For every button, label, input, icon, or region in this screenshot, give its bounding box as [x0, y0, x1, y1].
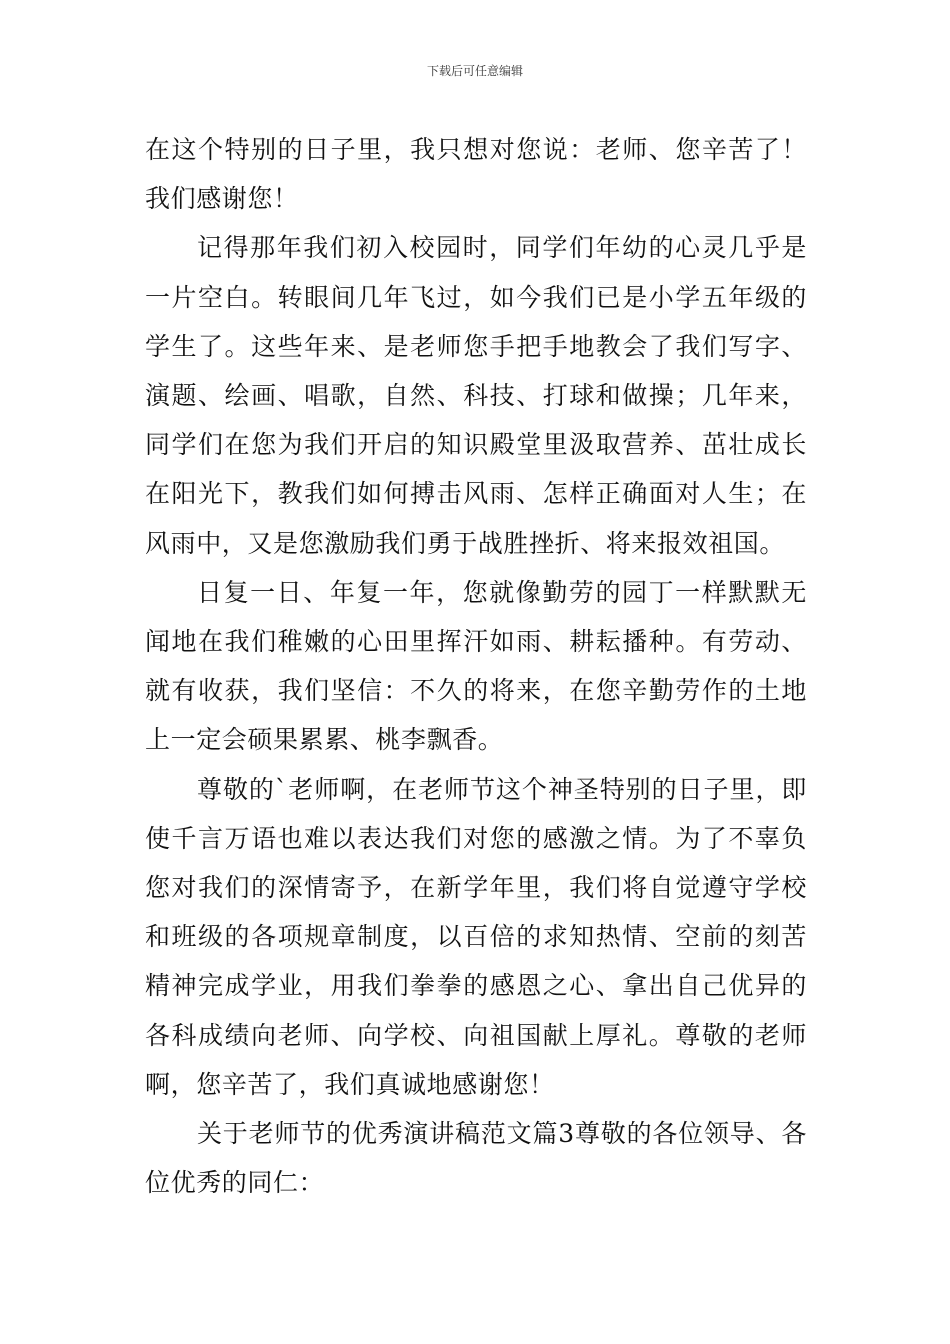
document-body — [145, 125, 807, 1207]
page-header-note: 下载后可任意编辑 — [426, 64, 523, 78]
paragraph-1: 在这个特别的日子里，我只想对您说：老师、您辛苦了！我们感谢您！ — [145, 135, 807, 214]
paragraph-5: 关于老师节的优秀演讲稿范文篇3尊敬的各位领导、各位优秀的同仁： — [145, 1119, 807, 1198]
paragraph-2: 记得那年我们初入校园时，同学们年幼的心灵几乎是一片空白。转眼间几年飞过，如今我们已是小学五年级的学生了。这些年来、是老师您手把手地教会了我们写字、演题、绘画、唱歌，自然、科技、打球和做操；几年来，同学们在您为我们开启的知识殿堂里汲取营养、茁壮成长在阳光下，教我们如何搏击风雨、怎样正确面对人生；在风雨中，又是您激励我们勇于战胜挫折、将来报效祖国。 — [145, 233, 807, 558]
paragraph-3: 日复一日、年复一年，您就像勤劳的园丁一样默默无闻地在我们稚嫩的心田里挥汗如雨、耕耘播种。有劳动、就有收获，我们坚信：不久的将来，在您辛勤劳作的土地上一定会硕果累累、桃李飘香。 — [145, 577, 807, 755]
paragraph-4: 尊敬的`老师啊，在老师节这个神圣特别的日子里，即使千言万语也难以表达我们对您的感激之情。为了不辜负您对我们的深情寄予，在新学年里，我们将自觉遵守学校和班级的各项规章制度，以百倍的求知热情、空前的刻苦精神完成学业，用我们拳拳的感恩之心、拿出自己优异的各科成绩向老师、向学校、向祖国献上厚礼。尊敬的老师啊，您辛苦了，我们真诚地感谢您！ — [145, 774, 807, 1099]
